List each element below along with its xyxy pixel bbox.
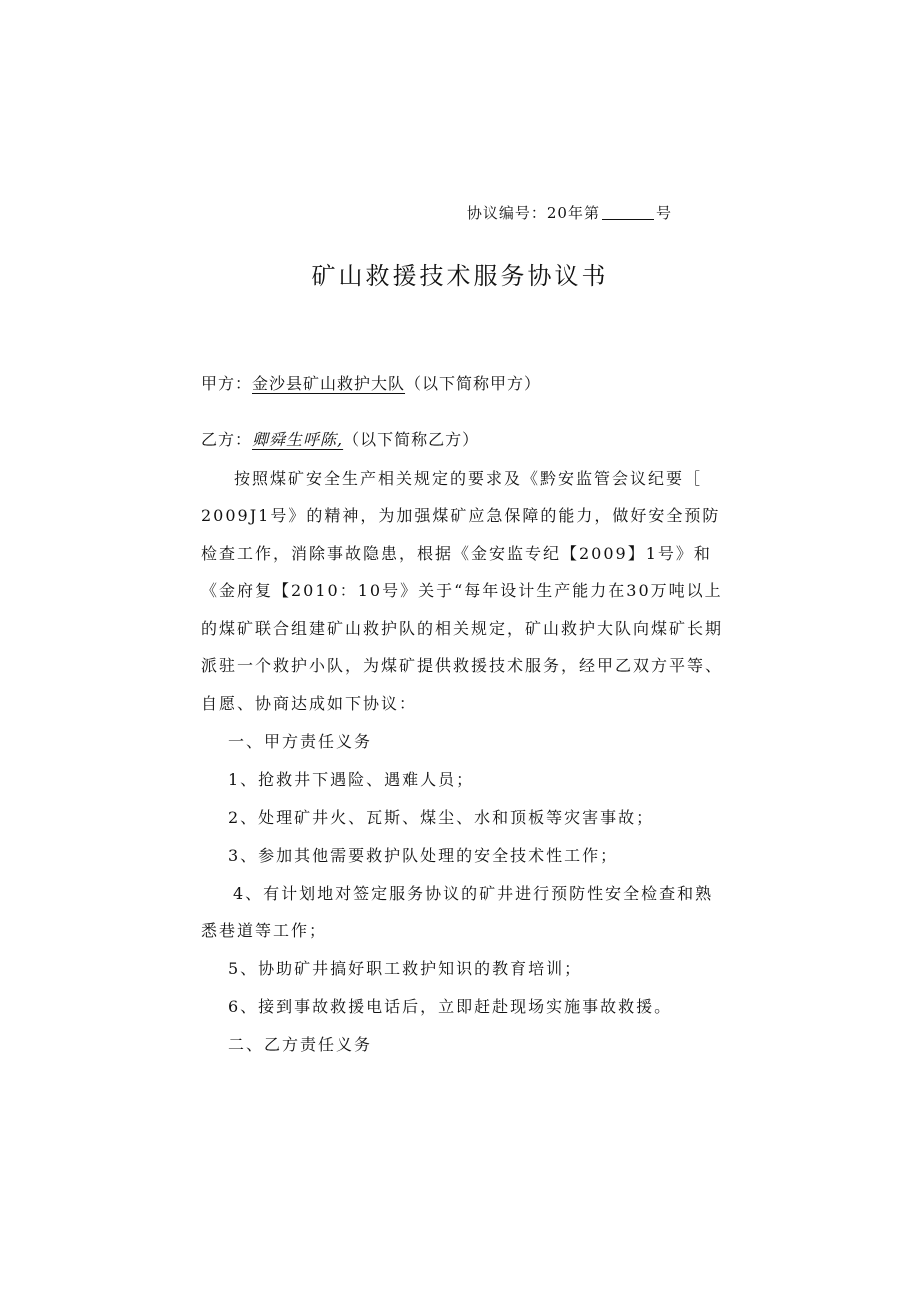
list-item: 6、接到事故救援电话后，立即赶赴现场实施事故救援。 (228, 997, 673, 1016)
list-item: 3、参加其他需要救护队处理的安全技术性工作； (228, 846, 619, 865)
body-line: 自愿、协商达成如下协议： (201, 694, 418, 713)
party-b-name: 卿舜生呼陈, (252, 430, 344, 449)
body-line: 《金府复【2010：10号》关于“每年设计生产能力在30万吨以上 (201, 581, 723, 600)
body-line: 派驻一个救护小队，为煤矿提供救援技术服务，经甲乙双方平等、 (201, 656, 724, 675)
body-line: 按照煤矿安全生产相关规定的要求及《黔安监管会议纪要［ (234, 469, 703, 488)
body-line: 的煤矿联合组建矿山救护队的相关规定，矿山救护大队向煤矿长期 (201, 619, 724, 638)
party-a-name: 金沙县矿山救护大队 (252, 374, 406, 393)
list-item-continuation: 悉巷道等工作； (201, 921, 328, 940)
party-a-label: 甲方： (201, 374, 253, 393)
agreement-number-prefix: 协议编号：20年第 (466, 204, 600, 222)
list-item: 5、协助矿井搞好职工救护知识的教育培训； (228, 959, 583, 978)
party-b-label: 乙方： (201, 430, 253, 449)
agreement-number-blank (602, 205, 654, 220)
section-heading-party-a: 一、甲方责任义务 (228, 732, 373, 751)
party-b-note: （以下简称乙方） (343, 430, 480, 449)
body-line: 2009J1号》的精神，为加强煤矿应急保障的能力，做好安全预防 (201, 506, 721, 525)
section-heading-party-b: 二、乙方责任义务 (228, 1035, 373, 1054)
agreement-number (467, 202, 672, 223)
party-a-note: （以下简称甲方） (405, 374, 542, 393)
list-item: 1、抢救井下遇险、遇难人员； (228, 770, 475, 789)
list-item: 2、处理矿井火、瓦斯、煤尘、水和顶板等灾害事故； (228, 808, 655, 827)
party-a-line (201, 371, 541, 394)
party-b-line (201, 427, 479, 450)
body-line: 检查工作，消除事故隐患，根据《金安监专纪【2009】1号》和 (201, 544, 712, 563)
document-title: 矿山救援技术服务协议书 (311, 262, 609, 290)
agreement-number-suffix: 号 (655, 204, 672, 222)
list-item: 4、有计划地对签定服务协议的矿井进行预防性安全检查和熟 (233, 884, 714, 903)
